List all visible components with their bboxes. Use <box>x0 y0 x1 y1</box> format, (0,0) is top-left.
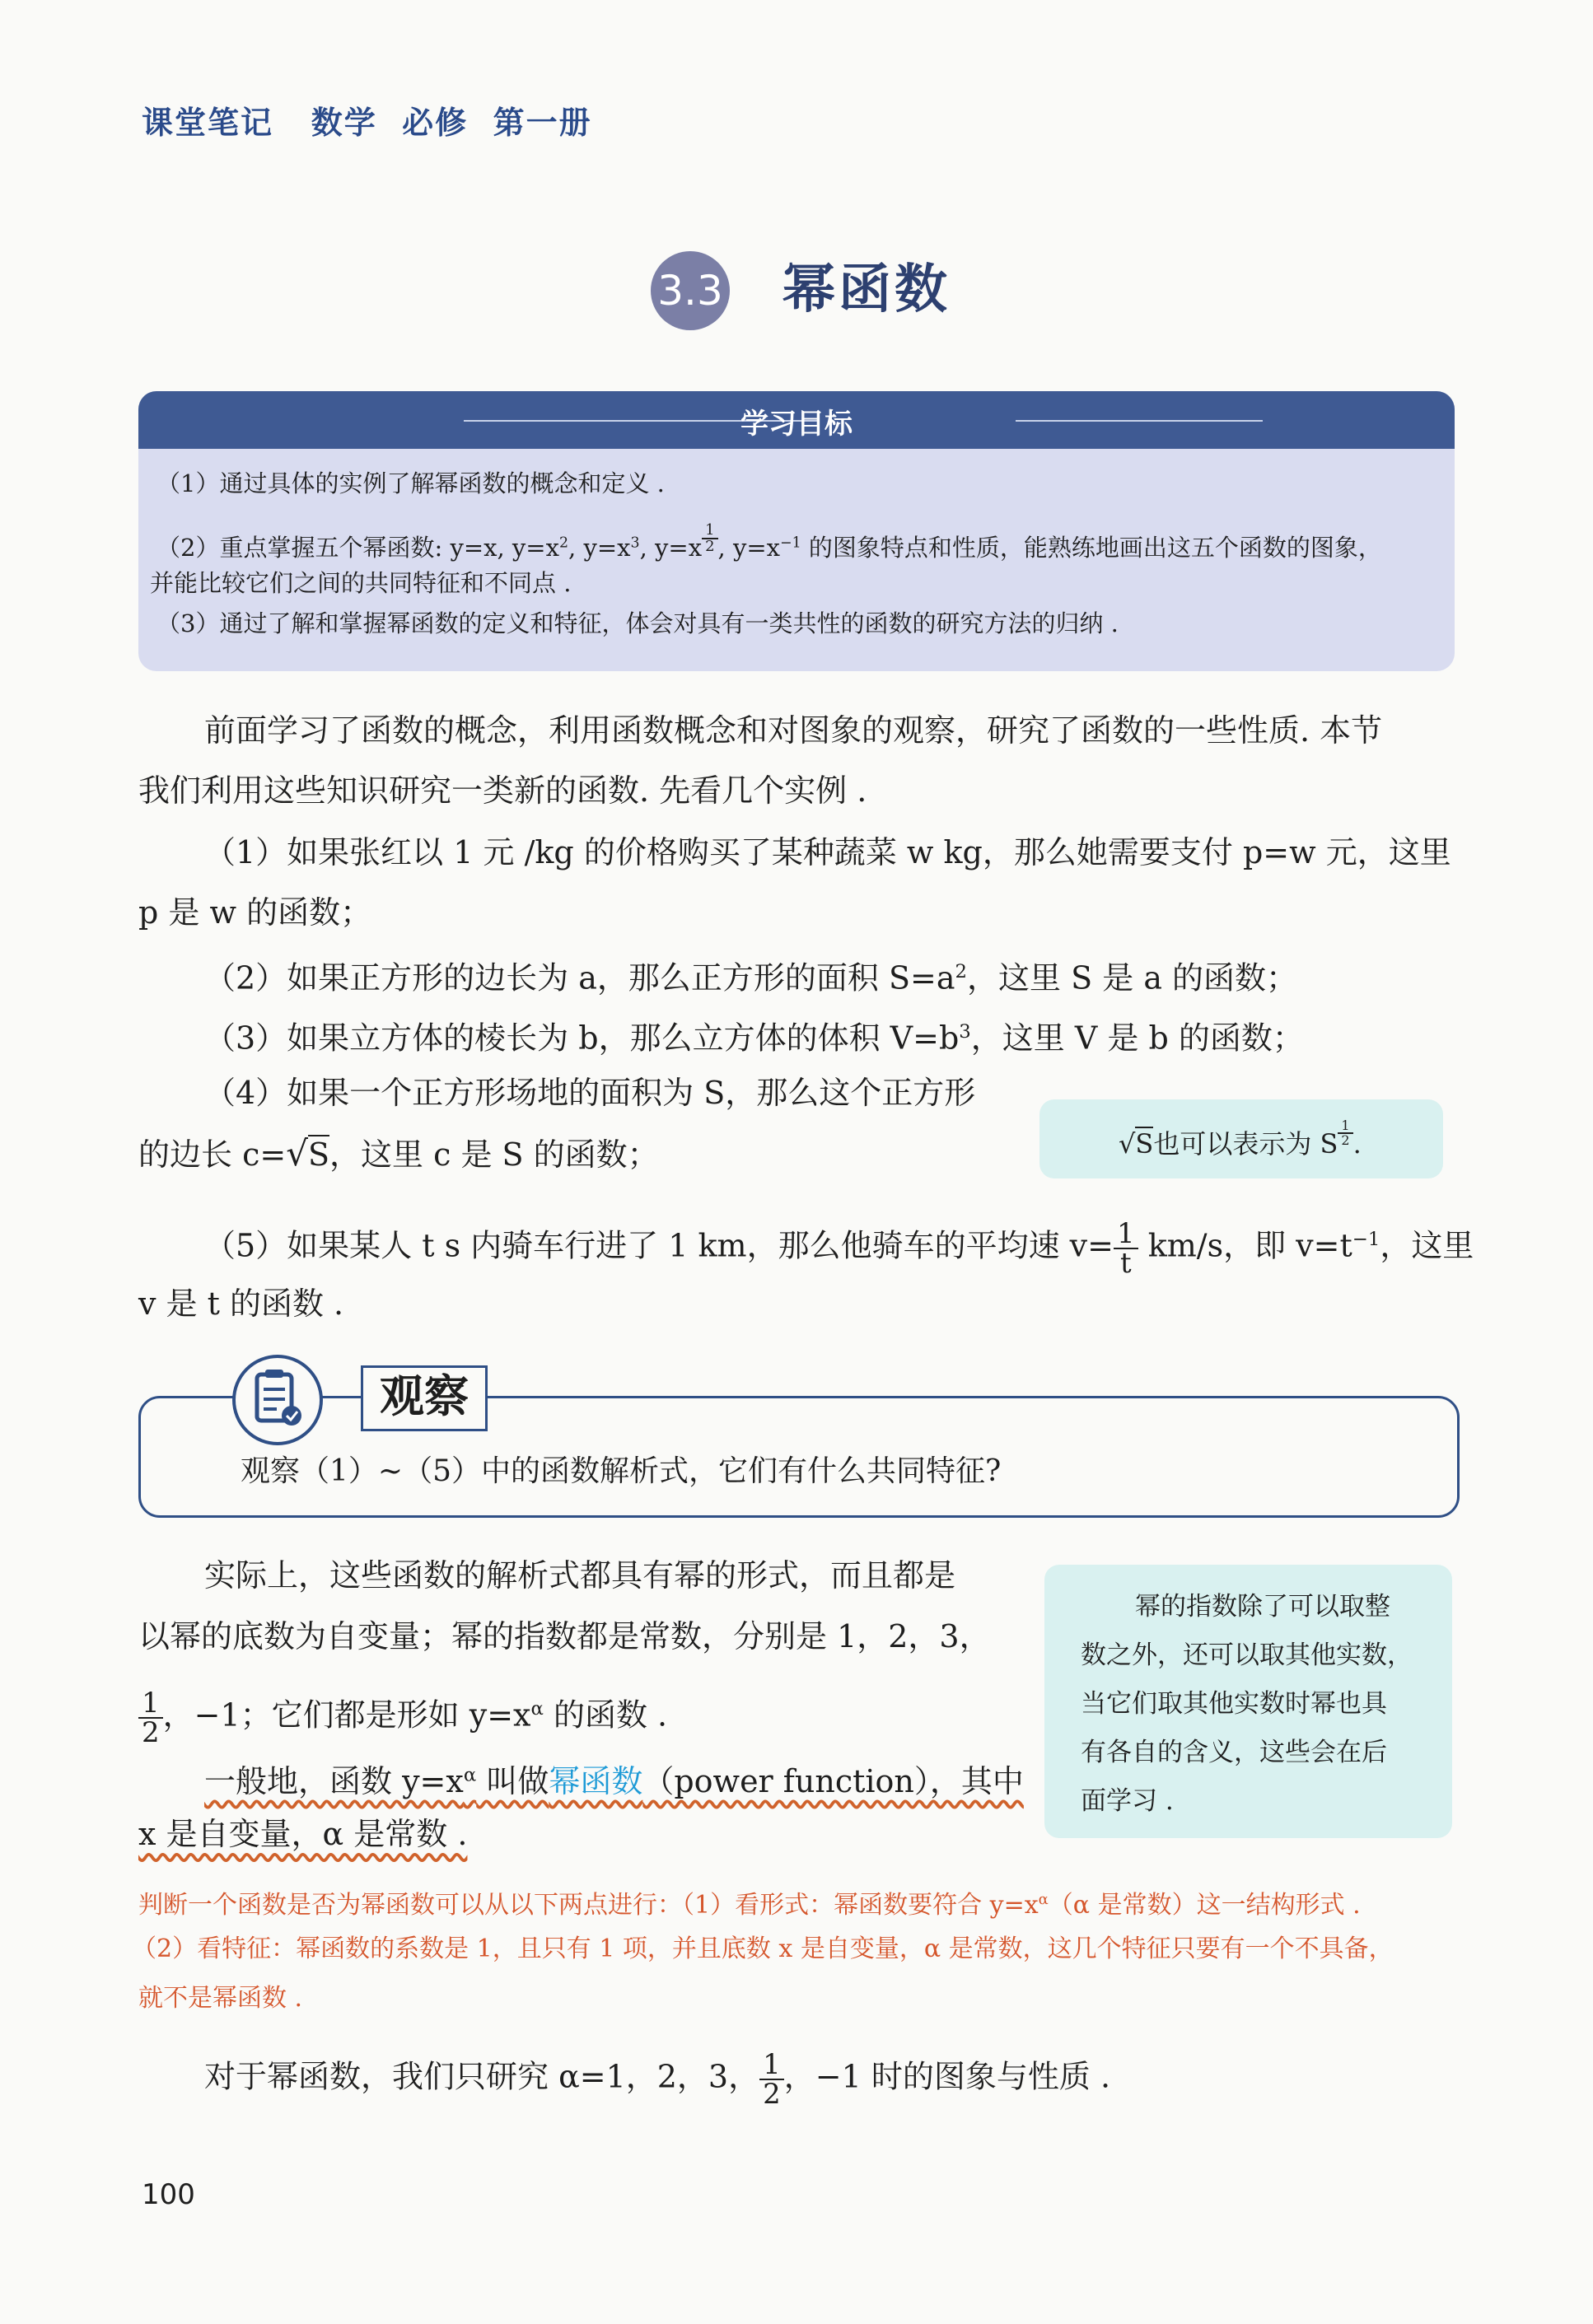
example-4-line-1: （4）如果一个正方形场地的面积为 S，那么这个正方形 <box>204 1075 976 1111</box>
section-title: 幂函数 <box>782 259 951 320</box>
analysis-line-2: 以幂的底数为自变量；幂的指数都是常数，分别是 1，2，3， <box>138 1618 991 1654</box>
power-side-note: 幂的指数除了可以取整 数之外，还可以取其他实数， 当它们取其他实数时幂也具 有各自的含义，这些会在后 面学习 . <box>1044 1565 1452 1838</box>
sqrt-side-note: √S也可以表示为 S $\frac{1}{2}$ . <box>1039 1099 1443 1178</box>
example-5-line-1: （5）如果某人 t s 内骑车行进了 1 km，那么他骑车的平均速 v= $\frac{1}{t}$ km/s，即 $v=t^{-1}$，这里 <box>204 1217 1474 1281</box>
intro-line-2: 我们利用这些知识研究一类新的函数. 先看几个实例 . <box>138 772 867 809</box>
clipboard-check-icon <box>232 1355 323 1445</box>
example-1-line-1: （1）如果张红以 1 元 /kg 的价格购买了某种蔬菜 w kg，那么她需要支付 p=w 元，这里 <box>204 834 1451 870</box>
definition-line-1: 一般地，函数 $y=x^\alpha$ 叫做幂函数（power function），其中 <box>204 1762 1024 1799</box>
handwritten-note-3: 就不是幂函数 . <box>138 1984 303 2013</box>
power-function-term: 幂函数 <box>549 1762 643 1799</box>
example-5-line-2: v 是 t 的函数 . <box>138 1286 344 1322</box>
analysis-line-3: $\frac{1}{2}$ ，−1；它们都是形如 $y=x^\alpha$ 的函数 . <box>138 1684 667 1747</box>
observe-question: 观察（1）~（5）中的函数解析式，它们有什么共同特征? <box>241 1454 1002 1488</box>
closing-line: 对于幂函数，我们只研究 α=1，2，3， $\frac{1}{2}$ ，−1 时的图象与性质 . <box>204 2048 1111 2111</box>
learning-goals-title: 学习目标 <box>740 408 853 441</box>
example-3: （3）如果立方体的棱长为 b，那么立方体的体积 $V=b^3$，这里 V 是 b 的函数； <box>204 1020 1304 1057</box>
learning-goals-header <box>138 391 1455 449</box>
goal-1: （1）通过具体的实例了解幂函数的概念和定义 . <box>156 469 665 497</box>
intro-line-1: 前面学习了函数的概念，利用函数概念和对图象的观察，研究了函数的一些性质. 本节 <box>204 712 1383 749</box>
book-header: 课堂笔记 数学 必修 第一册 <box>142 105 592 141</box>
handwritten-note-2: （2）看特征：幂函数的系数是 1，且只有 1 项，并且底数 x 是自变量，α 是常数，这几个特征只要有一个不具备， <box>132 1934 1394 1963</box>
goal-3: （3）通过了解和掌握幂函数的定义和特征，体会对具有一类共性的函数的研究方法的归纳 . <box>156 609 1119 637</box>
analysis-line-1: 实际上，这些函数的解析式都具有幂的形式，而且都是 <box>204 1557 956 1594</box>
example-1-line-2: p 是 w 的函数； <box>138 894 372 931</box>
definition-line-2: x 是自变量，α 是常数 . <box>138 1816 468 1852</box>
learning-goals-box <box>138 391 1455 671</box>
section-number: 3.3 <box>651 251 730 330</box>
example-2: （2）如果正方形的边长为 a，那么正方形的面积 $S=a^2$，这里 S 是 a 的函数； <box>204 959 1298 996</box>
page-number: 100 <box>142 2178 195 2211</box>
goal-2-cont: 并能比较它们之间的共同特征和不同点 . <box>150 569 572 597</box>
handwritten-note-1: 判断一个函数是否为幂函数可以从以下两点进行：（1）看形式：幂函数要符合 $y=x^\alpha(\alpha$ 是常数）这一结构形式 . <box>138 1891 1361 1920</box>
goal-2: （2）重点掌握五个幂函数: y=x, $y=x^2$, $y=x^3$, y=x $\frac{1}{2}$ , $y=x^{-1}$ 的图象特点和性质，能熟练地画出这五个函数的图象， <box>156 521 1382 562</box>
observe-label: 观察 <box>361 1365 488 1431</box>
example-4-line-2: 的边长 c=√S，这里 c 是 S 的函数； <box>138 1133 659 1174</box>
